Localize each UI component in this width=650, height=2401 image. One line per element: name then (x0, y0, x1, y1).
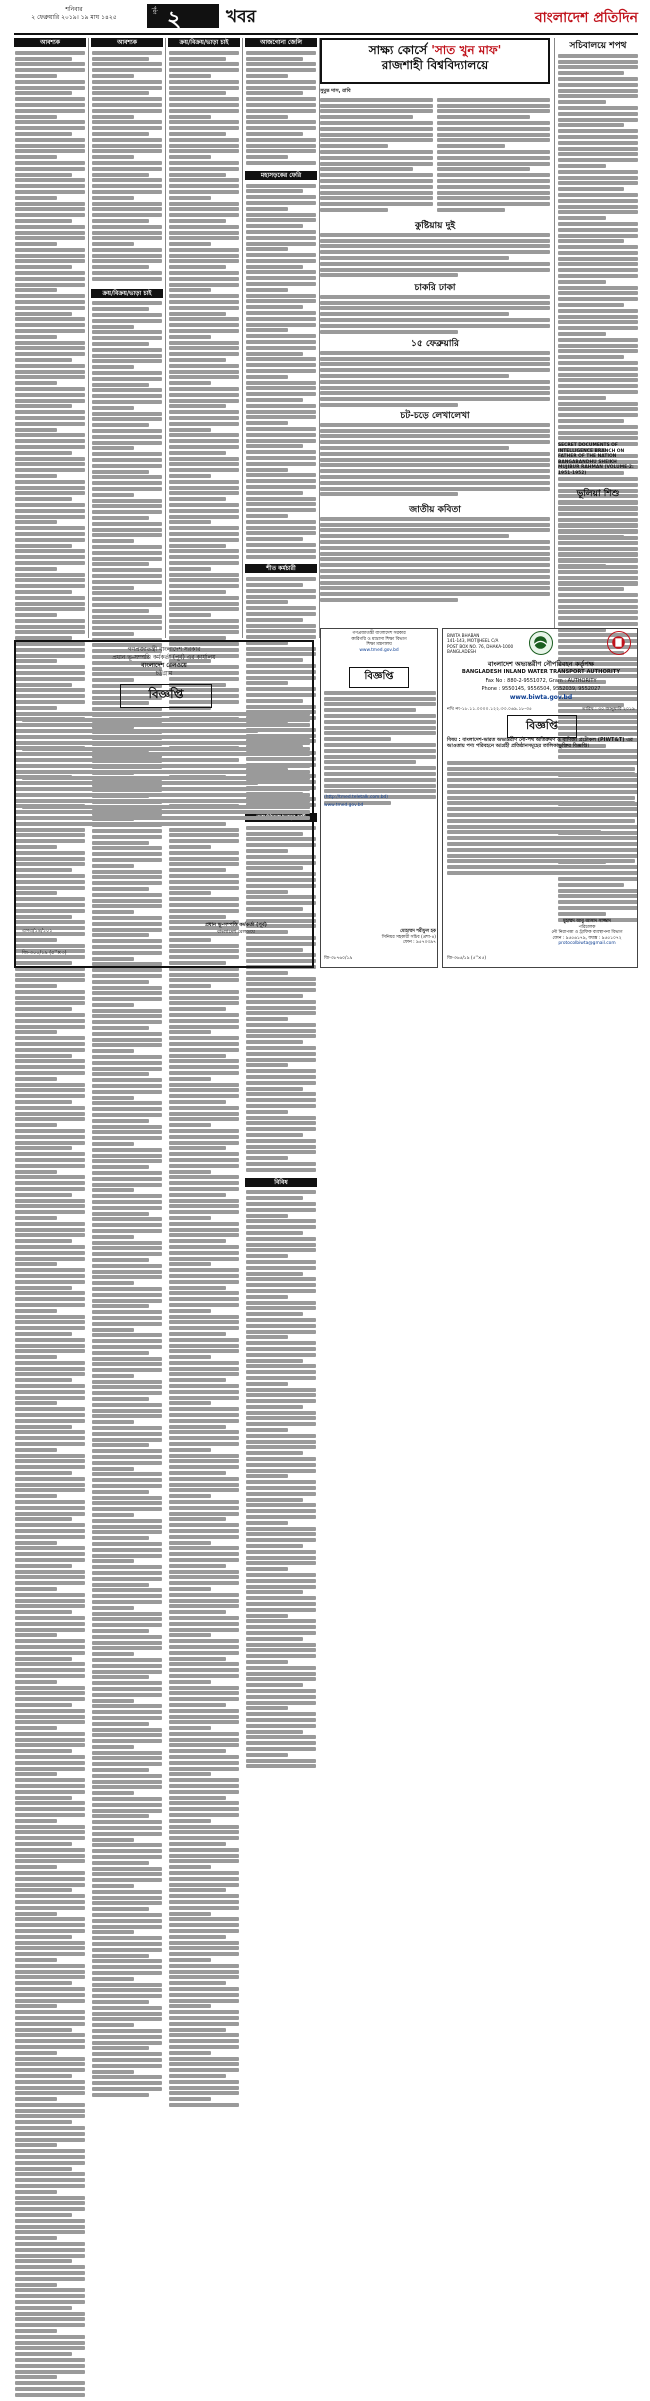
tmed-header-2: কারিগরি ও মাদ্রাসা শিক্ষা বিভাগ (351, 636, 407, 642)
rail-body (22, 710, 310, 828)
rail-title: বিজ্ঞপ্তি (120, 684, 212, 708)
subheading: জাতীয় কবিতা (409, 505, 461, 515)
main-headline-line2: রাজশাহী বিশ্ববিদ্যালয়ে (381, 58, 489, 72)
classified-body (14, 47, 86, 2401)
biwta-logo-right-icon (607, 631, 631, 655)
classified-col-1 (14, 38, 86, 638)
tmed-signatory: মোহাম্মদ শরীফুল হক (400, 929, 436, 934)
classified-header: আজগোনা জেলি (245, 38, 317, 47)
tmed-phone: ফোন : ৯৫৭০৩৯৭ (402, 940, 436, 946)
sub5-body (320, 515, 550, 604)
tmed-body (324, 689, 436, 807)
subheading: ১৫ ফেব্রুয়ারি (411, 339, 459, 349)
classified-header: আবশ্যক (91, 38, 163, 47)
biwta-date: তারিখ : ৩০ জানুয়ারি ২০১৯ (582, 707, 635, 712)
rail-signatory: প্রধান ভূ-সম্পত্তি কর্মকর্তা (পূর্ব) (205, 922, 267, 928)
biwta-ad-code: জি-৩৬৫/১৯ (৫''×৫) (447, 956, 487, 961)
sub2-body (320, 293, 550, 335)
col-divider (88, 38, 89, 638)
masthead-rule (14, 33, 638, 35)
masthead (14, 4, 638, 32)
page-label: পৃষ্ঠা (151, 6, 157, 15)
biwta-website[interactable]: www.biwta.gov.bd (509, 694, 573, 701)
biwta-signature (539, 919, 635, 947)
subheading: ভূলিয়া শিশু (576, 489, 620, 499)
col-divider (554, 38, 555, 628)
tmed-link[interactable]: (http://tmed.teletalk.com.bd) (324, 795, 389, 800)
biwta-address-1: BIWTA BHABAN (447, 633, 480, 638)
sub6-body (558, 499, 638, 588)
rail-memo: এসএ/১৪/১০১ (22, 928, 53, 934)
subheading: কুষ্টিয়ায় দুই (414, 221, 456, 231)
classified-header: শীত কর্মচারী (245, 564, 317, 573)
secret-documents-title: SECRET DOCUMENTS OF INTELLIGENCE BRANCH ON FATHER OF THE NATION BANGABANDHU SHEIKH MUJIBUR RAHMAN (VOLUME-2: 1951-1952) (558, 443, 634, 476)
col-divider (165, 38, 166, 638)
masthead-full-date: ২ ফেব্রুয়ারি ২০১৯। ১৯ মাঘ ১৪২৫ (31, 14, 117, 21)
tmed-website[interactable]: www.tmed.gov.bd (359, 647, 399, 653)
biwta-title: বিজ্ঞপ্তি (507, 715, 577, 738)
rail-notice (14, 640, 314, 968)
biwta-signatory-name: মুহাম্মদ আবু আসাদ সাজ্জাদ (563, 919, 611, 924)
byline: সুমুন্ত দাস, রাবি (320, 88, 351, 94)
tmed-ad-code: জি-৩৮৭৬০/১৯ (324, 956, 353, 961)
classified-header: মহাসড়কের ফেরি (245, 171, 317, 180)
classified-header: বিবিধ (245, 1178, 317, 1187)
main-headline-text: সাক্ষ্য কোর্সে (368, 43, 427, 57)
biwta-body (447, 759, 635, 877)
rail-city: চট্টগ্রাম (155, 670, 173, 677)
biwta-signatory-phone: ফোন : ৯৫৫৬১৭৯, ফ্যাক্স : ৯৫৫১০৭২ (552, 935, 622, 941)
biwta-org-en: BANGLADESH INLAND WATER TRANSPORT AUTHORITY (461, 669, 621, 675)
tmed-title: বিজ্ঞপ্তি (349, 667, 409, 688)
biwta-memo: নথি নং-১৮.১১.০০০০.১২২.৩৩.০৬৯.১৮-৩৫ (447, 707, 532, 712)
sub1-body (320, 231, 550, 279)
tmed-site2[interactable]: www.tmed.gov.bd (324, 803, 364, 808)
biwta-phone: Phone : 9550145, 9556504, 9552039, 9552027 (481, 686, 601, 692)
classified-col-2 (91, 38, 163, 638)
rail-org: বাংলাদেশ রেলওয়ে (141, 662, 187, 669)
tmed-header (323, 631, 435, 653)
section-title: খবর (226, 7, 256, 27)
rail-ad-code: জি-৩০০/১৯ (৫''×৩) (22, 950, 67, 956)
subheading: চাকরি ঢাকা (414, 283, 456, 293)
biwta-address-4: BANGLADESH (447, 649, 477, 655)
biwta-address-2: 141-143, MOTIJHEEL C/A (447, 638, 499, 644)
biwta-signatory-dept: নৌ নিরাপত্তা ও ট্রাফিক ব্যবস্থাপনা বিভাগ (551, 930, 623, 936)
rail-office: প্রধান ভূ-সম্পত্তি কর্মকর্তা (পূর্ব) এর কার্যালয় (112, 654, 216, 661)
classified-col-4 (245, 38, 317, 1186)
tmed-signatory-title: সিনিয়র সহকারী সচিব (প্রশা-৪) (381, 934, 436, 940)
page-number: ২ (167, 7, 182, 32)
rail-signature (166, 922, 306, 935)
main-news (320, 38, 638, 628)
classified-col-3 (168, 38, 240, 638)
subheading: চট-চড়ে লেখালেখা (400, 411, 470, 421)
tmed-notice (320, 628, 438, 968)
rail-govt: গণপ্রজাতন্ত্রী বাংলাদেশ সরকার (127, 646, 201, 653)
sub4-body (320, 421, 550, 498)
masthead-date (14, 6, 134, 28)
biwta-notice (442, 628, 638, 968)
classified-header: ক্রয়/বিক্রয়/ভাড়া চাই (91, 289, 163, 298)
main-headline-quote: 'সাত খুন মাফ' (431, 43, 502, 57)
col-divider (242, 38, 243, 638)
biwta-address-3: POST BOX NO. 76, DHAKA-1000 (447, 643, 514, 649)
biwta-org-bn: বাংলাদেশ অভ্যন্তরীণ নৌপরিবহন কর্তৃপক্ষ (487, 660, 595, 668)
main-headline-line1 (325, 43, 545, 58)
page-number-box (147, 4, 219, 32)
rail-signatory-org: বাংলাদেশ রেলওয়ে (217, 928, 255, 935)
biwta-fax: Fax No : 880-2-9551072, Gram : AUTHORITY (485, 678, 597, 684)
main-headline-box (320, 38, 550, 84)
biwta-subject: বিষয় : বাংলাদেশ-ভারত অভ্যন্তরীণ নৌ-পথ অতিক্রমণ ও বাণিজ্য প্রটোকল (PIWT&T) এর আওতায় পণ্য পরিবহনে আগ্রহী প্রতিষ্ঠানসমূহের তালিকাভুক্তির বিজ্ঞপ্তি। (447, 737, 633, 750)
side-headline: সচিবালয়ে শপথ (569, 41, 627, 51)
paper-name: বাংলাদেশ প্রতিদিন (534, 10, 638, 26)
biwta-email[interactable]: protocolbiwta@gmail.com (558, 941, 616, 947)
classified-header: আবশ্যক (14, 38, 86, 47)
tmed-signature (324, 929, 436, 946)
masthead-day: শনিবার (65, 6, 83, 13)
classified-header: ক্রয়/বিক্রয়/ভাড়া চাই (168, 38, 240, 47)
tmed-header-1: গণপ্রজাতন্ত্রী বাংলাদেশ সরকার (352, 631, 406, 636)
biwta-address (447, 633, 517, 655)
sub3-body (320, 349, 550, 409)
biwta-logo-icon (529, 631, 553, 655)
rail-header (20, 646, 308, 678)
biwta-signatory-title: পরিচালক (578, 924, 596, 930)
tmed-header-3: শিক্ষা মন্ত্রণালয় (366, 642, 392, 648)
